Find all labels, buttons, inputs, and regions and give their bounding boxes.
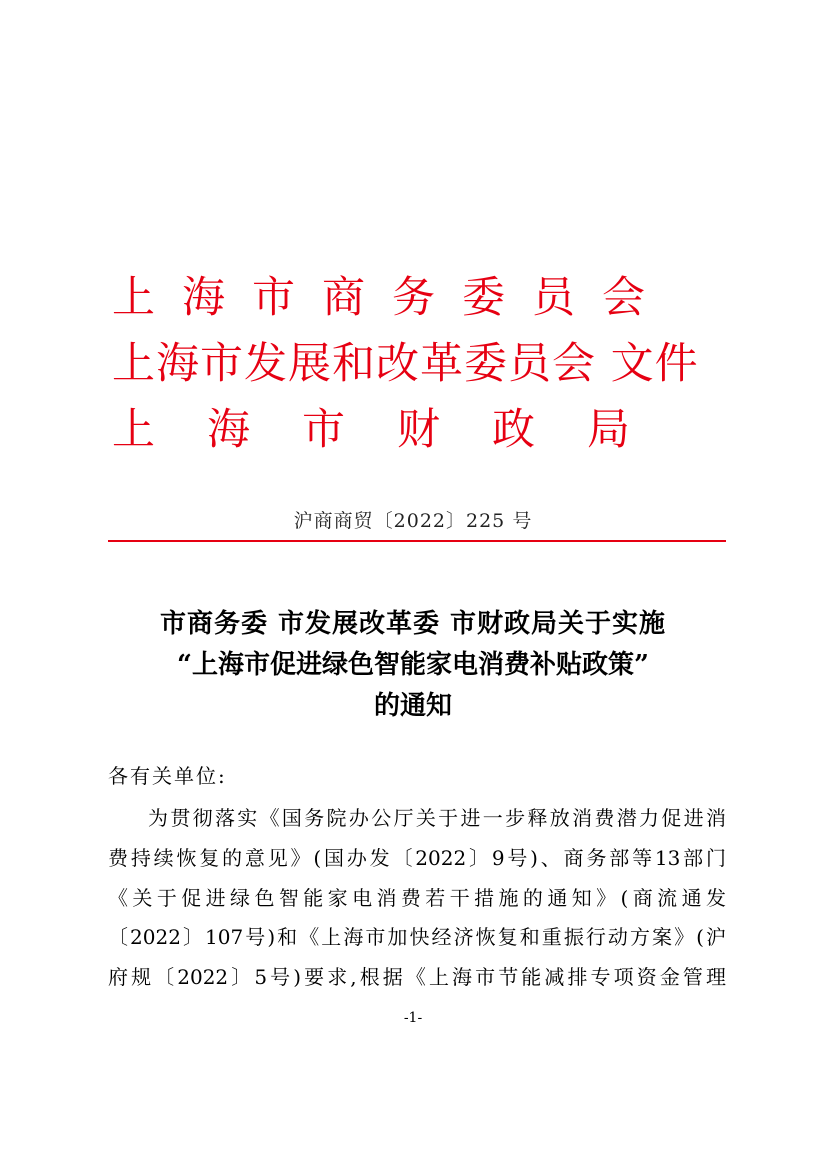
issuer-header-development-reform: 上海市发展和改革委员会 文件 bbox=[112, 339, 699, 389]
issuer-header-commerce: 上海市商务委员会 bbox=[112, 273, 672, 323]
page-number: -1- bbox=[403, 1010, 423, 1026]
document-number: 沪商商贸〔2022〕225 号 bbox=[293, 510, 533, 532]
body-line: 为贯彻落实《国务院办公厅关于进一步释放消费潜力促进消 bbox=[148, 806, 726, 830]
document-title-line-3: 的通知 bbox=[373, 691, 452, 721]
body-line: 《关于促进绿色智能家电消费若干措施的通知》(商流通发 bbox=[108, 886, 726, 910]
red-divider-line bbox=[108, 540, 726, 542]
document-title-line-2: “上海市促进绿色智能家电消费补贴政策” bbox=[177, 650, 649, 680]
body-line: 费持续恢复的意见》(国办发〔2022〕9号)、商务部等13部门 bbox=[108, 846, 726, 870]
body-line: 府规〔2022〕5号)要求,根据《上海市节能减排专项资金管理 bbox=[108, 965, 726, 989]
document-title-line-1: 市商务委 市发展改革委 市财政局关于实施 bbox=[159, 609, 667, 639]
issuer-header-finance: 上海市财政局 bbox=[112, 405, 682, 455]
salutation: 各有关单位: bbox=[108, 764, 227, 788]
body-line: 〔2022〕107号)和《上海市加快经济恢复和重振行动方案》(沪 bbox=[108, 925, 726, 949]
